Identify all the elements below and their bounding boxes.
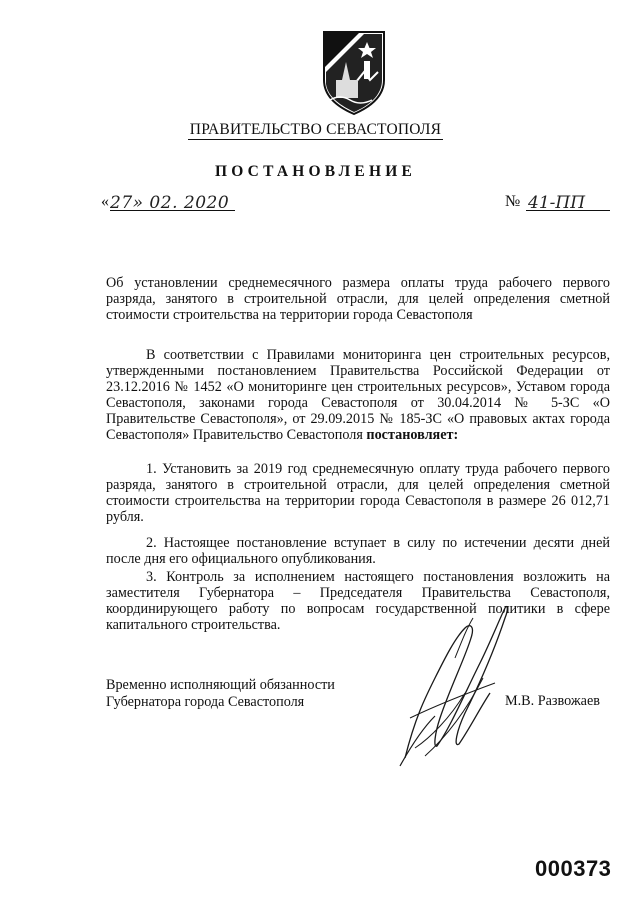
decree-item-2: 2. Настоящее постановление вступает в силу по истечении десяти дней после дня его официального опубликования.	[106, 535, 610, 567]
number-prefix: №	[505, 193, 521, 210]
serial-number: 000373	[535, 856, 612, 881]
number-underline	[526, 210, 610, 211]
preamble-keyword: постановляет:	[366, 427, 459, 443]
document-subject: Об установлении среднемесячного размера оплаты труда рабочего первого разряда, занятого в строительной отрасли, для целей определения сметной стоимости строительства на территории города Севастополя	[106, 275, 610, 323]
decree-item-1: 1. Установить за 2019 год среднемесячную оплату труда рабочего первого разряда, занятого в строительной отрасли, для целей определения сметной стоимости строительства на территории города Севастополя в размере 26 012,71 рубля.	[106, 461, 610, 525]
document-type: ПОСТАНОВЛЕНИЕ	[214, 163, 417, 180]
signatory-title-line-1: Временно исполняющий обязанности	[106, 677, 335, 693]
coat-of-arms-icon	[320, 28, 388, 116]
signatory-title-line-2: Губернатора города Севастополя	[106, 693, 305, 710]
date-underline	[110, 210, 235, 211]
organization-name: ПРАВИТЕЛЬСТВО СЕВАСТОПОЛЯ	[189, 121, 442, 138]
preamble-paragraph	[106, 347, 610, 443]
signatory-title	[106, 677, 335, 710]
organization-heading	[0, 121, 631, 139]
document-date: 27» 02. 2020	[110, 193, 230, 213]
preamble-text: В соответствии с Правилами мониторинга цен строительных ресурсов, утвержденными постановлением Правительства Российской Федерации от 23.12.2016 № 1452 «О мониторинге цен строительных ресурсов», Уставом города Севастополя, законами города Севастополя от 30.04.2014 № 5-ЗС «О Правительстве Севастополя», от 29.09.2015 № 185-ЗС «О правовых актах города Севастополя» Правительство Севастополя	[106, 347, 610, 443]
signatory-name: М.В. Развожаев	[505, 693, 600, 709]
document-number: 41-ПП	[528, 193, 586, 213]
handwritten-signature	[395, 598, 515, 773]
date-prefix: «	[101, 193, 109, 210]
decree-item-3: 3. Контроль за исполнением настоящего постановления возложить на заместителя Губернатора – Председателя Правительства Севастополя, координирующего работу по вопросам государственной политики в сфере капитального строительства.	[106, 569, 610, 633]
